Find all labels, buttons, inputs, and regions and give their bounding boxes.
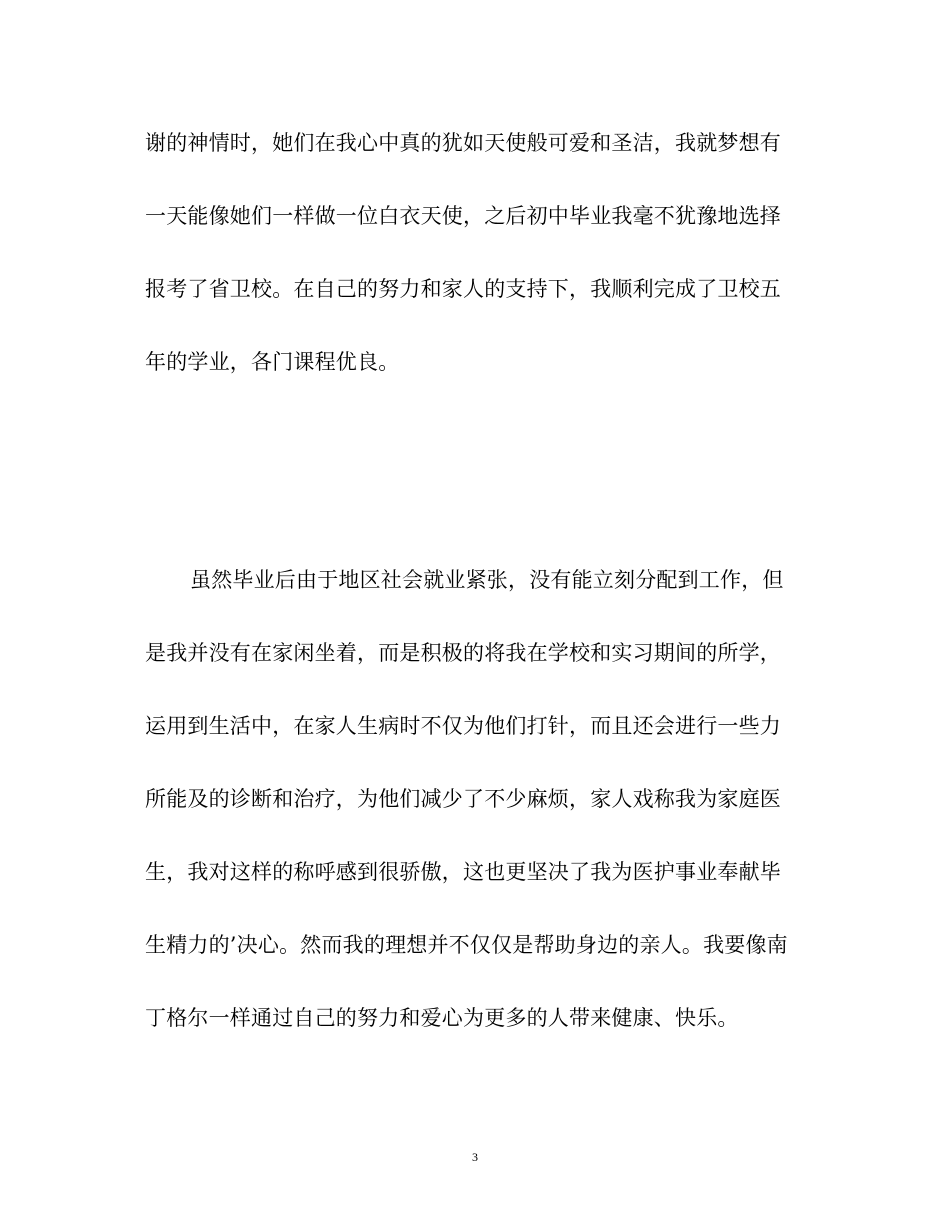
- paragraph-line: 虽然毕业后由于地区社会就业紧张，没有能立刻分配到工作，但: [190, 568, 784, 592]
- paragraph-line: 报考了省卫校。在自己的努力和家人的支持下，我顺利完成了卫校五: [145, 277, 781, 301]
- paragraph-line: 运用到生活中，在家人生病时不仅为他们打针，而且还会进行一些力: [145, 714, 781, 738]
- page-number: 3: [472, 1150, 478, 1164]
- paragraph-line: 谢的神情时，她们在我心中真的犹如天使般可爱和圣洁，我就梦想有: [145, 131, 781, 155]
- paragraph-line: 生，我对这样的称呼感到很骄傲，这也更坚决了我为医护事业奉献毕: [145, 860, 781, 884]
- paragraph-line: 一天能像她们一样做一位白衣天使，之后初中毕业我毫不犹豫地选择: [145, 204, 781, 228]
- paragraph-line: 生精力的’决心。然而我的理想并不仅仅是帮助身边的亲人。我要像南: [145, 933, 788, 957]
- paragraph-line: 丁格尔一样通过自己的努力和爱心为更多的人带来健康、快乐。: [145, 1006, 739, 1030]
- paragraph-line: 是我并没有在家闲坐着，而是积极的将我在学校和实习期间的所学，: [145, 641, 781, 665]
- paragraph-line: 所能及的诊断和治疗，为他们减少了不少麻烦，家人戏称我为家庭医: [145, 787, 781, 811]
- paragraph-line: 年的学业，各门课程优良。: [145, 350, 400, 374]
